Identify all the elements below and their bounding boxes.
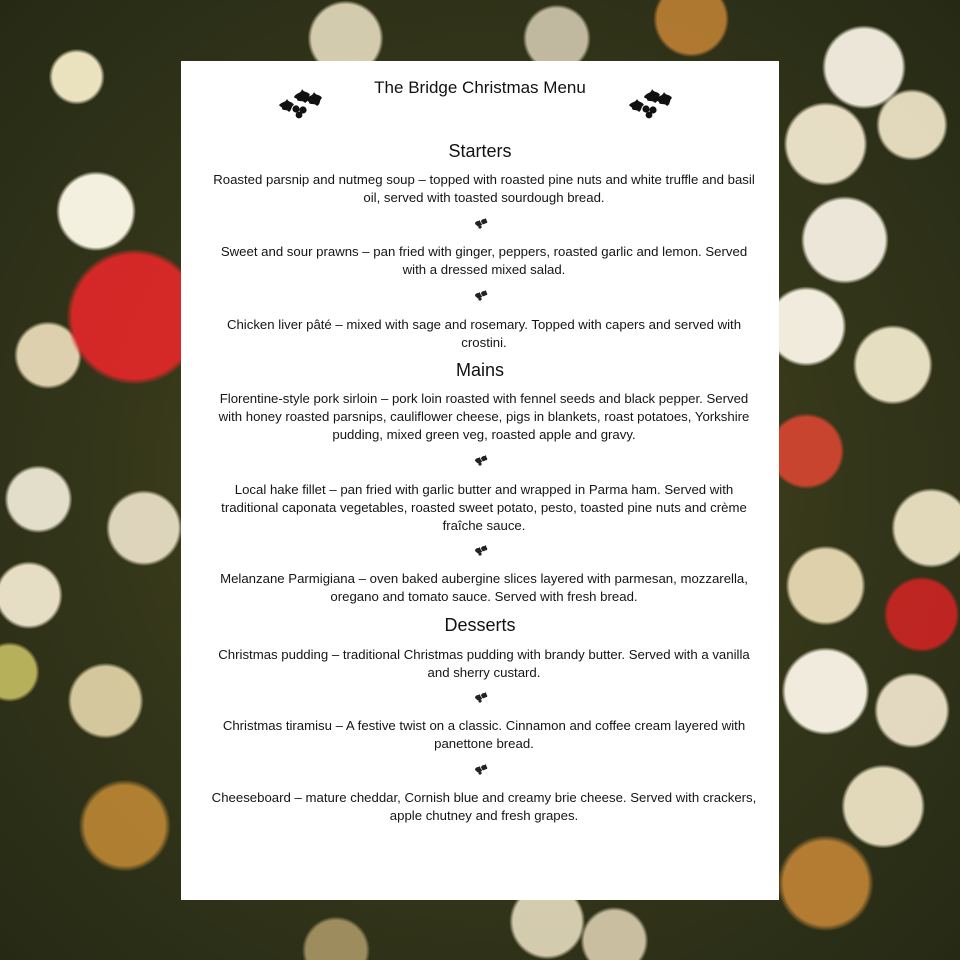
holly-divider-icon <box>474 289 488 301</box>
dish-item: Florentine-style pork sirloin – pork loin roasted with fennel seeds and black pepper. Served with honey roasted parsnips, cauliflower cheese, pigs in blankets, roast potatoes, Yorkshire pudding, mixed green veg, roasted apple and gravy. <box>218 391 750 442</box>
dish-item: Melanzane Parmigiana – oven baked aubergine slices layered with parmesan, mozzarella, oregano and tomato sauce. Served with fresh bread. <box>220 571 748 604</box>
holly-divider-icon <box>474 763 488 775</box>
holly-divider-icon <box>474 691 488 703</box>
section-heading-desserts: Desserts <box>444 615 516 635</box>
section-heading-starters: Starters <box>448 141 512 161</box>
section-heading-mains: Mains <box>455 360 504 380</box>
dish-item: Sweet and sour prawns – pan fried with ginger, peppers, roasted garlic and lemon. Served with a dressed mixed salad. <box>220 244 748 277</box>
holly-divider-icon <box>474 544 488 556</box>
dish-item: Chicken liver pâté – mixed with sage and rosemary. Topped with capers and served with crostini. <box>226 317 742 350</box>
dish-item: Christmas tiramisu – A festive twist on a classic. Cinnamon and coffee cream layered with panettone bread. <box>222 718 746 751</box>
holly-icon <box>627 83 675 119</box>
menu-card <box>181 61 779 900</box>
holly-divider-icon <box>474 217 488 229</box>
dish-item: Christmas pudding – traditional Christmas pudding with brandy butter. Served with a vanilla and sherry custard. <box>218 647 750 680</box>
holly-divider-icon <box>474 454 488 466</box>
dish-item: Local hake fillet – pan fried with garlic butter and wrapped in Parma ham. Served with traditional caponata vegetables, roasted sweet potato, pesto, toasted pine nuts and crème fraîche sauce. <box>221 482 747 533</box>
dish-item: Cheeseboard – mature cheddar, Cornish blue and creamy brie cheese. Served with crackers, apple chutney and fresh grapes. <box>211 790 757 823</box>
dish-item: Roasted parsnip and nutmeg soup – topped with roasted pine nuts and white truffle and basil oil, served with toasted sourdough bread. <box>213 172 755 205</box>
menu-header <box>181 61 779 131</box>
menu-title: The Bridge Christmas Menu <box>374 78 586 97</box>
